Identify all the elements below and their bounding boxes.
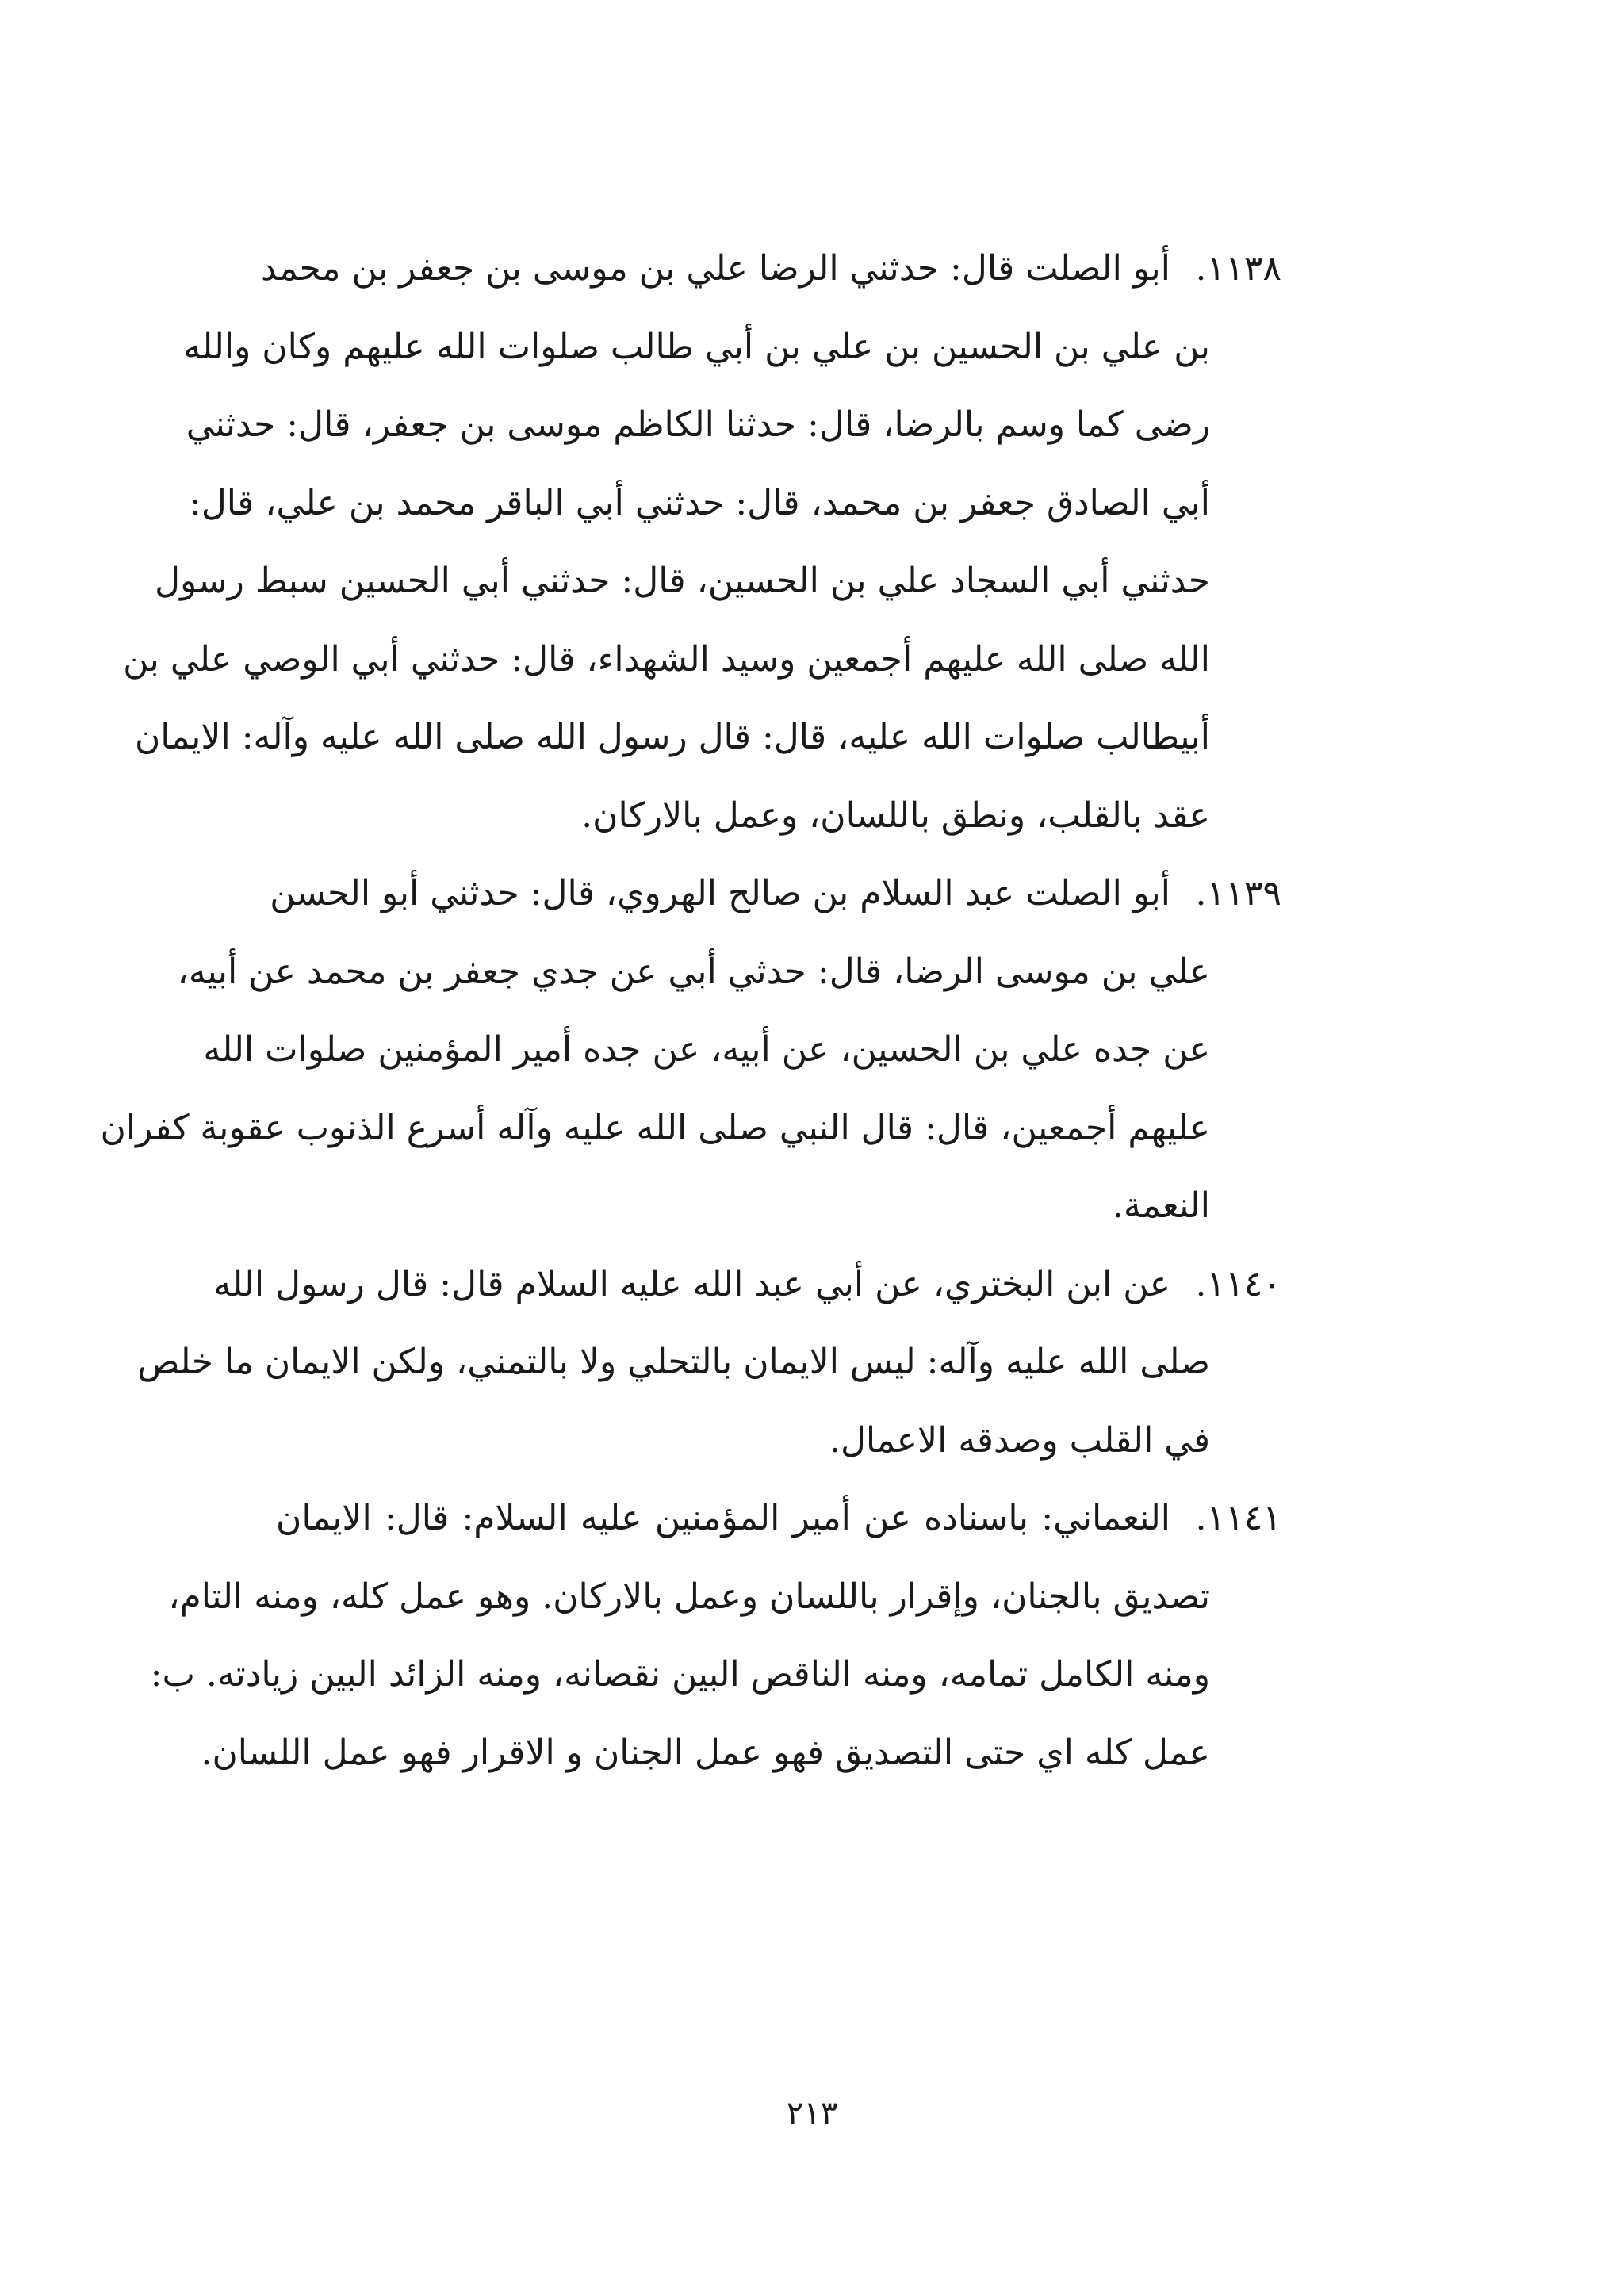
entry-1141 (150, 1480, 1281, 1792)
entry-first-line (270, 855, 1281, 933)
text-line: عليهم أجمعين، قال: قال النبي صلى الله عليه وآله أسرع الذنوب عقوبة كفران (100, 1107, 1210, 1148)
text-line: ومنه الكامل تمامه، ومنه الناقص البين نقصانه، ومنه الزائد البين زيادته. ب: (150, 1654, 1210, 1695)
text-line: عمل كله اي حتى التصديق فهو عمل الجنان و الاقرار فهو عمل اللسان. (201, 1732, 1210, 1773)
text-line: علي بن موسى الرضا، قال: حدثي أبي عن جدي جعفر بن محمد عن أبيه، (177, 951, 1210, 992)
text-line: أبو الصلت عبد السلام بن صالح الهروي، قال: حدثني أبو الحسن (270, 873, 1170, 913)
text-line: عقد بالقلب، ونطق باللسان، وعمل بالاركان. (581, 795, 1210, 836)
entry-body (137, 1246, 1281, 1480)
text-line: أبو الصلت قال: حدثني الرضا علي بن موسى بن جعفر بن محمد (260, 248, 1170, 289)
entry-body (100, 855, 1281, 1246)
page-number: ٢١٣ (786, 2095, 838, 2131)
text-line: رضى كما وسم بالرضا، قال: حدثنا الكاظم موسى بن جعفر، قال: حدثني (186, 404, 1210, 445)
entry-body (150, 1480, 1281, 1792)
text-line: عن ابن البختري، عن أبي عبد الله عليه السلام قال: قال رسول الله (213, 1263, 1170, 1304)
entry-number: ١١٤٠. (1195, 1263, 1281, 1304)
entry-1139 (100, 855, 1281, 1246)
entry-number: ١١٤١. (1195, 1498, 1281, 1538)
text-line: تصديق بالجنان، وإقرار باللسان وعمل بالاركان. وهو عمل كله، ومنه التام، (168, 1576, 1210, 1617)
text-line: صلى الله عليه وآله: ليس الايمان بالتحلي ولا بالتمني، ولكن الايمان ما خلص (137, 1342, 1210, 1382)
entry-body (123, 230, 1281, 855)
entry-1140 (137, 1246, 1281, 1480)
text-line: أبيطالب صلوات الله عليه، قال: قال رسول الله صلى الله عليه وآله: الايمان (134, 717, 1210, 757)
entry-first-line (260, 230, 1281, 308)
entry-number: ١١٣٨. (1195, 248, 1281, 289)
text-line: الله صلى الله عليهم أجمعين وسيد الشهداء، قال: حدثني أبي الوصي علي بن (123, 638, 1210, 680)
text-line: بن علي بن الحسين بن علي بن أبي طالب صلوات الله عليهم وكان والله (183, 326, 1210, 367)
entry-first-line (276, 1480, 1281, 1558)
text-line: النعماني: باسناده عن أمير المؤمنين عليه السلام: قال: الايمان (276, 1498, 1170, 1538)
text-line: في القلب وصدقه الاعمال. (829, 1419, 1210, 1461)
text-line: عن جده علي بن الحسين، عن أبيه، عن جده أمير المؤمنين صلوات الله (203, 1029, 1210, 1070)
text-line: النعمة. (1112, 1185, 1210, 1226)
entry-first-line (213, 1246, 1281, 1324)
text-line: أبي الصادق جعفر بن محمد، قال: حدثني أبي الباقر محمد بن علي، قال: (190, 482, 1210, 523)
entry-number: ١١٣٩. (1195, 873, 1281, 913)
text-line: حدثني أبي السجاد علي بن الحسين، قال: حدثني أبي الحسين سبط رسول (155, 561, 1210, 601)
main-text (100, 230, 1281, 1792)
entry-1138 (123, 230, 1281, 855)
